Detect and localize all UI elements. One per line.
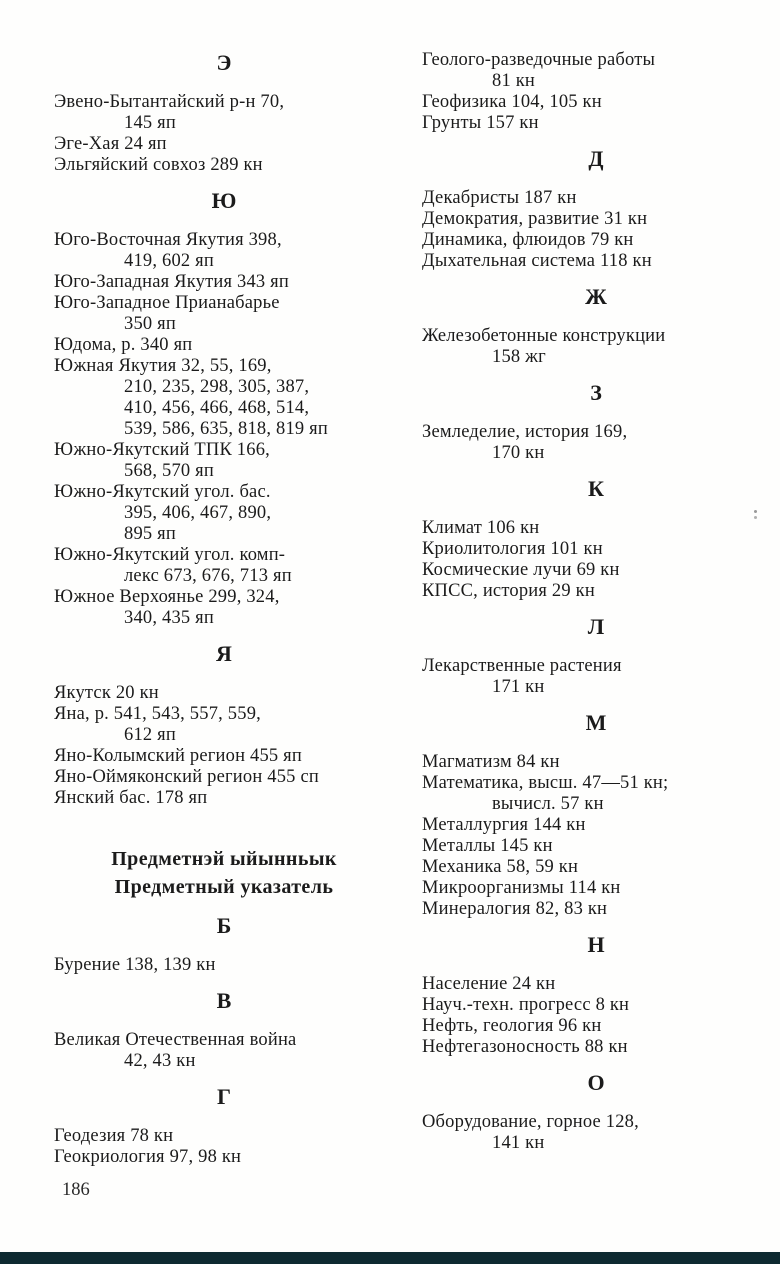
entry-line: 210, 235, 298, 305, 387, bbox=[124, 377, 310, 397]
entry-line: КПСС, история 29 кн bbox=[422, 581, 595, 601]
entry-line: Земледелие, история 169, bbox=[422, 422, 628, 442]
index-entry bbox=[54, 134, 394, 155]
entry-line: Геодезия 78 кн bbox=[54, 1126, 174, 1146]
entry-line: Нефтегазоносность 88 кн bbox=[422, 1037, 628, 1057]
entry-line: Металлургия 144 кн bbox=[422, 815, 586, 835]
entry-line: Юго-Восточная Якутия 398, bbox=[54, 230, 282, 250]
index-entry bbox=[422, 773, 770, 815]
entry-line: Янский бас. 178 яп bbox=[54, 788, 208, 808]
entry-line: Яно-Оймяконский регион 455 сп bbox=[54, 767, 319, 787]
index-column-right bbox=[422, 38, 770, 1154]
entry-line: 158 жг bbox=[492, 347, 546, 367]
entry-line: Магматизм 84 кн bbox=[422, 752, 560, 772]
index-column-left bbox=[54, 38, 394, 1168]
entry-line: 340, 435 яп bbox=[124, 608, 214, 628]
letter-heading: Н bbox=[587, 932, 605, 957]
index-entry bbox=[422, 422, 770, 464]
index-entry bbox=[54, 92, 394, 134]
index-entry bbox=[422, 1037, 770, 1058]
index-entry bbox=[422, 1112, 770, 1154]
letter-heading: Ж bbox=[585, 284, 607, 309]
entry-line: Бурение 138, 139 кн bbox=[54, 955, 216, 975]
index-entry bbox=[54, 1126, 394, 1147]
entry-line: Южное Верхоянье 299, 324, bbox=[54, 587, 280, 607]
entry-line: 141 кн bbox=[492, 1133, 545, 1153]
index-entry bbox=[54, 272, 394, 293]
index-entry bbox=[54, 683, 394, 704]
index-entry bbox=[54, 788, 394, 809]
entry-line: 419, 602 яп bbox=[124, 251, 214, 271]
scan-speck bbox=[754, 510, 757, 513]
letter-heading: О bbox=[587, 1070, 605, 1095]
entry-line: Эльгяйский совхоз 289 кн bbox=[54, 155, 263, 175]
entry-line: 350 яп bbox=[124, 314, 176, 334]
index-entry bbox=[422, 251, 770, 272]
entry-line: Геокриология 97, 98 кн bbox=[54, 1147, 242, 1167]
entry-line: Микроорганизмы 114 кн bbox=[422, 878, 621, 898]
entry-line: 42, 43 кн bbox=[124, 1051, 196, 1071]
index-entry bbox=[422, 518, 770, 539]
index-entry bbox=[422, 836, 770, 857]
index-entry bbox=[54, 746, 394, 767]
entry-line: Динамика, флюидов 79 кн bbox=[422, 230, 634, 250]
index-entry bbox=[422, 230, 770, 251]
index-entry bbox=[422, 899, 770, 920]
letter-heading: Б bbox=[216, 913, 232, 938]
letter-heading: Я bbox=[216, 641, 232, 666]
entry-line: лекс 673, 676, 713 яп bbox=[124, 566, 292, 586]
index-entry bbox=[54, 482, 394, 545]
entry-line: 81 кн bbox=[492, 71, 536, 91]
entry-line: Минералогия 82, 83 кн bbox=[422, 899, 608, 919]
index-entry bbox=[54, 335, 394, 356]
index-entry bbox=[54, 356, 394, 440]
entry-line: Население 24 кн bbox=[422, 974, 556, 994]
index-entry bbox=[422, 581, 770, 602]
entry-line: Декабристы 187 кн bbox=[422, 188, 577, 208]
entry-line: вычисл. 57 кн bbox=[492, 794, 604, 814]
page-number: 186 bbox=[62, 1180, 90, 1200]
entry-line: Южно-Якутский угол. бас. bbox=[54, 482, 271, 502]
index-entry bbox=[422, 815, 770, 836]
index-entry bbox=[422, 656, 770, 698]
entry-line: 170 кн bbox=[492, 443, 545, 463]
entry-line: Математика, высш. 47—51 кн; bbox=[422, 773, 669, 793]
letter-heading: М bbox=[585, 710, 607, 735]
index-entry bbox=[54, 587, 394, 629]
index-entry bbox=[422, 560, 770, 581]
index-entry bbox=[422, 857, 770, 878]
entry-line: Якутск 20 кн bbox=[54, 683, 159, 703]
index-entry bbox=[54, 155, 394, 176]
index-entry bbox=[422, 188, 770, 209]
index-entry bbox=[54, 704, 394, 746]
letter-heading: З bbox=[590, 380, 602, 405]
entry-line: 895 яп bbox=[124, 524, 176, 544]
entry-line: Юдома, р. 340 яп bbox=[54, 335, 193, 355]
entry-line: Эге-Хая 24 яп bbox=[54, 134, 167, 154]
entry-line: Климат 106 кн bbox=[422, 518, 540, 538]
letter-heading: К bbox=[588, 476, 604, 501]
entry-line: Науч.-техн. прогресс 8 кн bbox=[422, 995, 630, 1015]
index-entry bbox=[54, 1030, 394, 1072]
index-entry bbox=[54, 545, 394, 587]
entry-line: Грунты 157 кн bbox=[422, 113, 539, 133]
entry-line: Механика 58, 59 кн bbox=[422, 857, 579, 877]
index-entry bbox=[422, 50, 770, 92]
letter-heading: В bbox=[216, 988, 232, 1013]
entry-line: Криолитология 101 кн bbox=[422, 539, 603, 559]
index-entry bbox=[54, 767, 394, 788]
index-entry bbox=[422, 995, 770, 1016]
entry-line: Демократия, развитие 31 кн bbox=[422, 209, 648, 229]
entry-line: 395, 406, 467, 890, bbox=[124, 503, 272, 523]
letter-heading: Э bbox=[216, 50, 232, 75]
index-entry bbox=[422, 326, 770, 368]
entry-line: Южная Якутия 32, 55, 169, bbox=[54, 356, 272, 376]
entry-line: Металлы 145 кн bbox=[422, 836, 553, 856]
entry-line: Космические лучи 69 кн bbox=[422, 560, 620, 580]
section-title-line: Предметнэй ыйынньык bbox=[111, 848, 337, 870]
entry-line: 145 яп bbox=[124, 113, 176, 133]
entry-line: Геолого-разведочные работы bbox=[422, 50, 656, 70]
index-entry bbox=[422, 1016, 770, 1037]
letter-heading: Л bbox=[587, 614, 605, 639]
index-entry bbox=[422, 878, 770, 899]
letter-heading: Д bbox=[588, 146, 604, 171]
entry-line: Железобетонные конструкции bbox=[422, 326, 666, 346]
index-entry bbox=[54, 1147, 394, 1168]
index-entry bbox=[54, 293, 394, 335]
entry-line: 612 яп bbox=[124, 725, 176, 745]
entry-line: Эвено-Бытантайский р-н 70, bbox=[54, 92, 285, 112]
index-entry bbox=[54, 230, 394, 272]
entry-line: Яно-Колымский регион 455 яп bbox=[54, 746, 302, 766]
scan-edge-bar bbox=[0, 1252, 780, 1264]
index-entry bbox=[422, 974, 770, 995]
entry-line: Геофизика 104, 105 кн bbox=[422, 92, 602, 112]
index-entry bbox=[54, 955, 394, 976]
letter-heading: Ю bbox=[211, 188, 237, 213]
section-title bbox=[54, 845, 394, 901]
entry-line: 568, 570 яп bbox=[124, 461, 214, 481]
section-title-line: Предметный указатель bbox=[114, 876, 334, 898]
letter-heading: Г bbox=[217, 1084, 231, 1109]
index-entry bbox=[422, 92, 770, 113]
entry-line: Великая Отечественная война bbox=[54, 1030, 297, 1050]
index-entry bbox=[54, 440, 394, 482]
entry-line: Лекарственные растения bbox=[422, 656, 622, 676]
entry-line: 410, 456, 466, 468, 514, bbox=[124, 398, 310, 418]
entry-line: Дыхательная система 118 кн bbox=[422, 251, 652, 271]
index-entry bbox=[422, 209, 770, 230]
entry-line: Оборудование, горное 128, bbox=[422, 1112, 639, 1132]
entry-line: 539, 586, 635, 818, 819 яп bbox=[124, 419, 328, 439]
index-entry bbox=[422, 539, 770, 560]
entry-line: Яна, р. 541, 543, 557, 559, bbox=[54, 704, 261, 724]
entry-line: 171 кн bbox=[492, 677, 545, 697]
index-entry bbox=[422, 113, 770, 134]
entry-line: Южно-Якутский ТПК 166, bbox=[54, 440, 270, 460]
index-entry bbox=[422, 752, 770, 773]
entry-line: Нефть, геология 96 кн bbox=[422, 1016, 602, 1036]
entry-line: Южно-Якутский угол. комп- bbox=[54, 545, 286, 565]
entry-line: Юго-Западная Якутия 343 яп bbox=[54, 272, 289, 292]
entry-line: Юго-Западное Прианабарье bbox=[54, 293, 280, 313]
